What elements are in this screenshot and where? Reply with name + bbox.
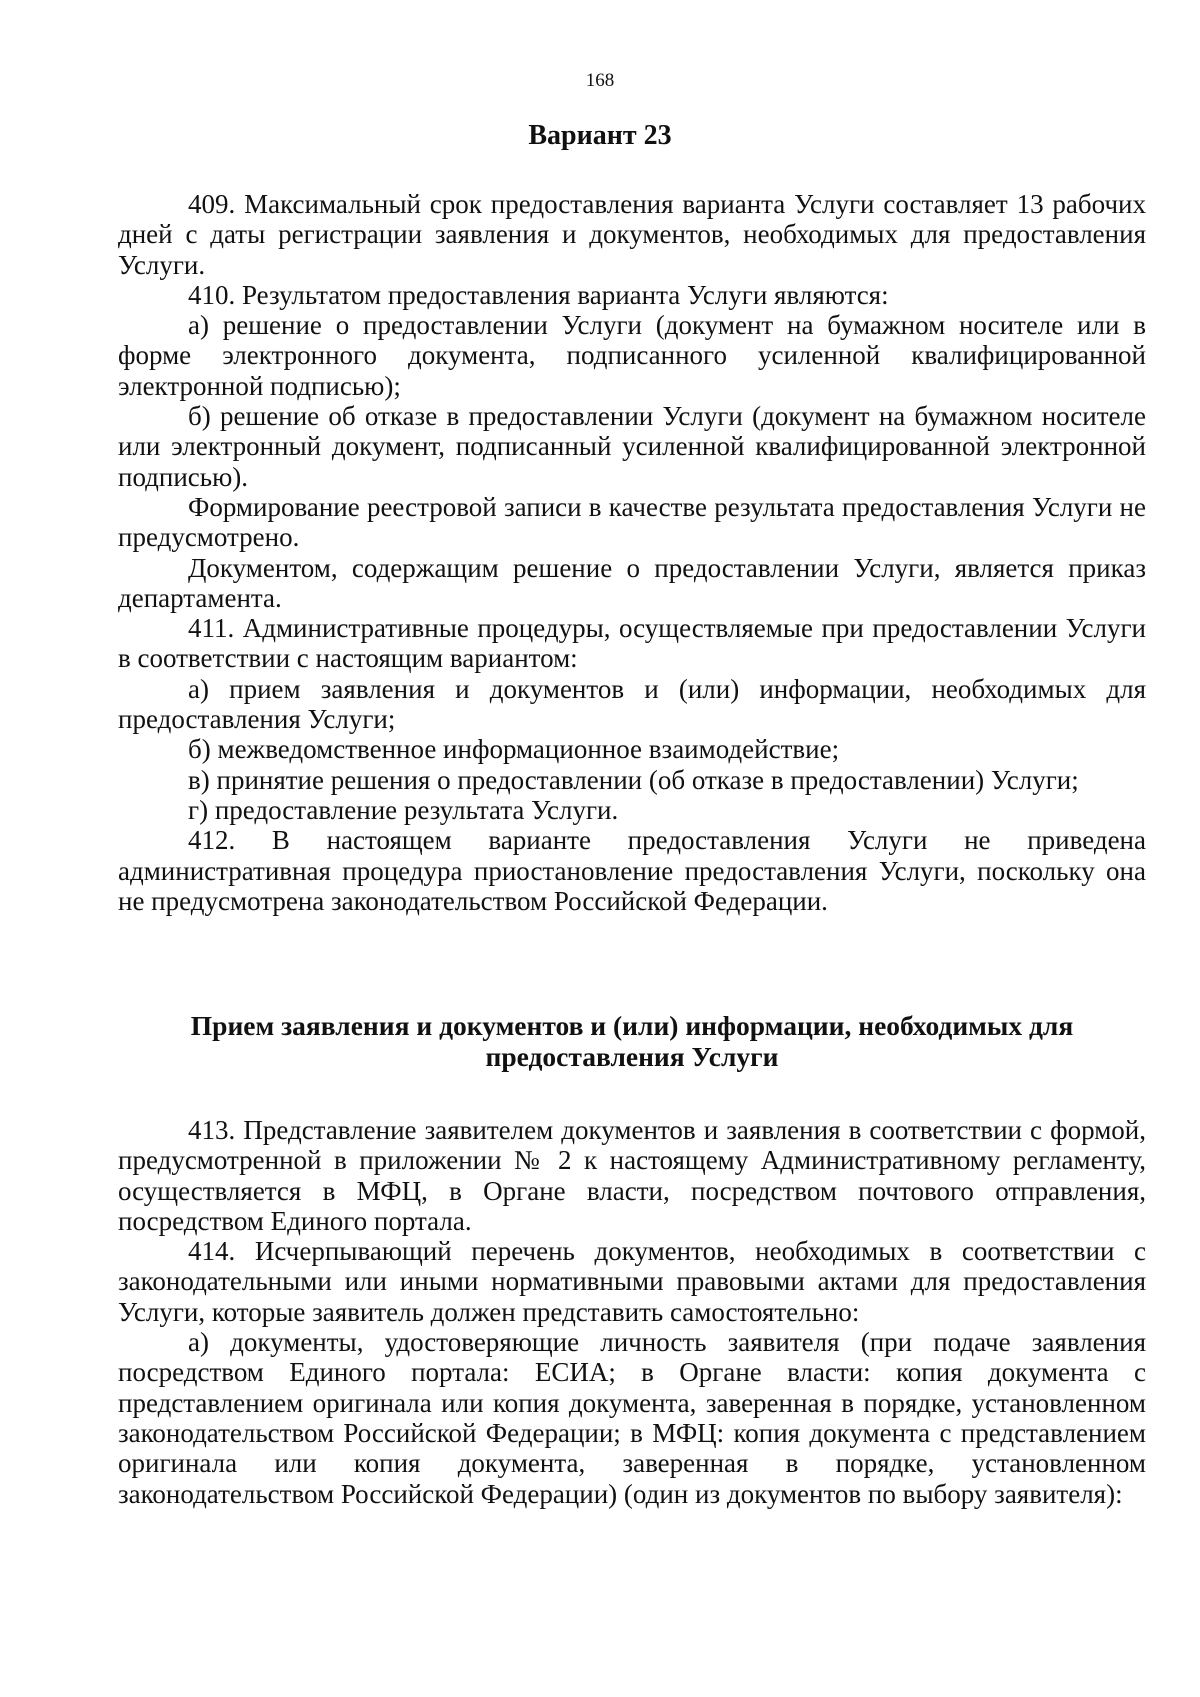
paragraph-409: 409. Максимальный срок предоставления варианта Услуги составляет 13 рабочих дней с даты регистрации заявления и документов, необходимых для предоставления Услуги.	[118, 189, 1146, 280]
paragraph-registry-note: Формирование реестровой записи в качестве результата предоставления Услуги не предусмотрено.	[118, 491, 1146, 553]
body-text-after	[118, 1115, 1146, 1509]
paragraph-410: 410. Результатом предоставления варианта Услуги являются:	[188, 279, 889, 310]
paragraph-411-v: в) принятие решения о предоставлении (об отказе в предоставлении) Услуги;	[188, 764, 1079, 795]
paragraph-414: 414. Исчерпывающий перечень документов, необходимых в соответствии с законодательными или иными нормативными правовыми актами для предоставления Услуги, которые заявитель должен представить самостоятельно:	[118, 1236, 1146, 1327]
paragraph-410-b: б) решение об отказе в предоставлении Услуги (документ на бумажном носителе или электронный документ, подписанный усиленной квалифицированной электронной подписью).	[118, 401, 1146, 492]
paragraph-411-a: а) прием заявления и документов и (или) информации, необходимых для предоставления Услуги;	[118, 673, 1146, 735]
page-number: 168	[585, 70, 615, 91]
variant-heading: Вариант 23	[528, 120, 672, 151]
paragraph-414-a: а) документы, удостоверяющие личность заявителя (при подаче заявления посредством Единого портала: ЕСИА; в Органе власти: копия документа с представлением оригинала или копия документа, заверенная в порядке, установленном законодательством Российской Федерации; в МФЦ: копия документа с представлением оригинала или копия документа, заверенная в порядке, установленном законодательством Российской Федерации) (один из документов по выбору заявителя):	[118, 1327, 1146, 1509]
paragraph-411-g: г) предоставление результата Услуги.	[188, 794, 619, 825]
paragraph-decision-document: Документом, содержащим решение о предоставлении Услуги, является приказ департамента.	[118, 552, 1146, 613]
paragraph-413: 413. Представление заявителем документов и заявления в соответствии с формой, предусмотренной в приложении № 2 к настоящему Административному регламенту, осуществляется в МФЦ, в Органе власти, посредством почтового отправления, посредством Единого портала.	[118, 1115, 1146, 1236]
paragraph-411-b: б) межведомственное информационное взаимодействие;	[188, 734, 840, 765]
paragraph-411: 411. Административные процедуры, осуществляемые при предоставлении Услуги в соответствии с настоящим вариантом:	[118, 613, 1146, 674]
paragraph-410-a: а) решение о предоставлении Услуги (документ на бумажном носителе или в форме электронного документа, подписанного усиленной квалифицированной электронной подписью);	[118, 310, 1146, 401]
body-text-before	[118, 189, 1146, 916]
paragraph-412: 412. В настоящем варианте предоставления Услуги не приведена административная процедура приостановление предоставления Услуги, поскольку она не предусмотрена законодательством Российской Федерации.	[118, 825, 1146, 916]
section-heading: Прием заявления и документов и (или) информации, необходимых для предоставления Услуги	[190, 1010, 1074, 1072]
